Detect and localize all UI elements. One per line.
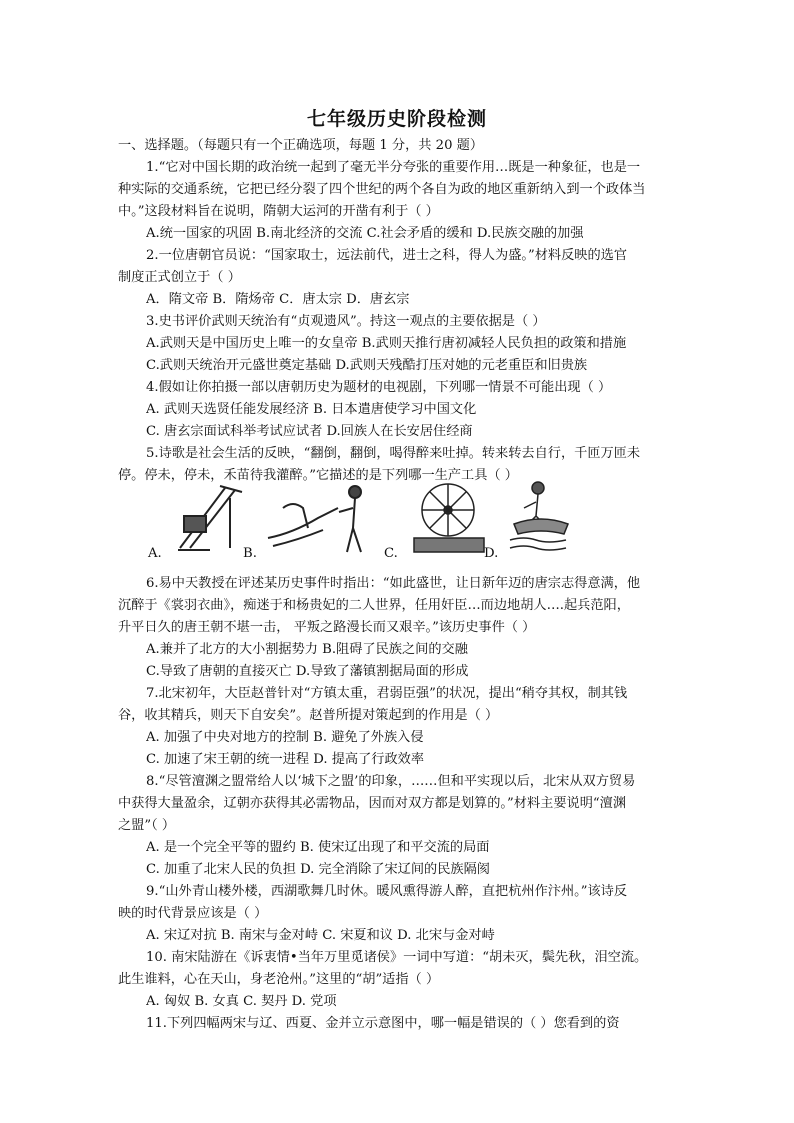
q6-line2: 沉醉于《裳羽衣曲》，痴迷于和杨贵妃的二人世界，任用奸臣…而边地胡人….起兵范阳，	[118, 598, 630, 613]
q10-line1: 10. 南宋陆游在《诉衷情•当年万里觅诸侯》一词中写道：“胡未灭，鬓先秋，泪空流。	[146, 950, 648, 965]
q9-line2: 映的时代背景应该是（ ）	[118, 906, 268, 921]
q5-line1: 5.诗歌是社会生活的反映，“翻倒，翻倒，喝得醉来吐掉。转来转去自行，千匝万匝未	[146, 446, 641, 461]
q4-options-ab: A. 武则天选贤任能发展经济 B. 日本遣唐使学习中国文化	[146, 402, 477, 417]
q1-options: A.统一国家的巩固 B.南北经济的交流 C.社会矛盾的缓和 D.民族交融的加强	[146, 226, 584, 241]
q3-options-cd: C.武则天统治开元盛世奠定基础 D.武则天残酷打压对她的元老重臣和旧贵族	[146, 358, 588, 373]
q9-line1: 9.“山外青山楼外楼，西湖歌舞几时休。暖风熏得游人醉，直把杭州作汴州。”该诗反	[146, 884, 628, 899]
q8-options-cd: C. 加重了北宋人民的负担 D. 完全消除了宋辽间的民族隔阂	[146, 862, 490, 877]
q7-line1: 7.北宋初年，大臣赵普针对“方镇太重，君弱臣强”的状况，提出“稍夺其权，制其钱	[146, 686, 628, 701]
q8-line3: 之盟”（ ）	[118, 818, 176, 833]
plow-frame-illustration	[170, 478, 250, 558]
q1-line3: 中。”这段材料旨在说明，隋朝大运河的开凿有利于（ ）	[118, 204, 439, 219]
water-wheel-illustration	[410, 478, 490, 558]
q10-options: A. 匈奴 B. 女真 C. 契丹 D. 党项	[146, 994, 337, 1009]
q8-line1: 8.“尽管澶渊之盟常给人以‘城下之盟’的印象，……但和平实现以后，北宋从双方贸易	[146, 774, 636, 789]
q7-options-cd: C. 加速了宋王朝的统一进程 D. 提高了行政效率	[146, 752, 425, 767]
q7-options-ab: A. 加强了中央对地方的控制 B. 避免了外族入侵	[146, 730, 424, 745]
q6-options-cd: C.导致了唐朝的直接灭亡 D.导致了藩镇割据局面的形成	[146, 664, 469, 679]
figure-label-a: A.	[148, 546, 162, 561]
q3-line1: 3.史书评价武则天统治有“贞观遗风”。持这一观点的主要依据是（ ）	[146, 314, 546, 329]
q8-line2: 中获得大量盈余，辽朝亦获得其必需物品，因而对双方都是划算的。”材料主要说明“澶渊	[118, 796, 627, 811]
q1-line2: 种实际的交通系统，它把已经分裂了四个世纪的两个各自为政的地区重新纳入到一个政体当	[118, 182, 646, 197]
q10-line2: 此生谁料，心在天山，身老沧州。”这里的“胡”适指（ ）	[118, 972, 440, 987]
plough-with-farmer-illustration	[263, 478, 383, 558]
q11-line1: 11.下列四幅两宋与辽、西夏、金并立示意图中，哪一幅是错误的（ ）您看到的资	[146, 1016, 620, 1031]
treadle-pump-illustration	[506, 478, 576, 558]
q4-line1: 4.假如让你拍摄一部以唐朝历史为题材的电视剧，下列哪一情景不可能出现（ ）	[146, 380, 612, 395]
page-title: 七年级历史阶段检测	[306, 108, 487, 130]
section-heading: 一、选择题。（每题只有一个正确选项，每题 1 分，共 20 题）	[118, 138, 484, 153]
q2-line1: 2.一位唐朝官员说：“国家取士，远法前代，进士之科，得人为盛。”材料反映的选官	[146, 248, 628, 263]
q6-line3: 升平日久的唐王朝不堪一击， 平叛之路漫长而又艰辛。”该历史事件（ ）	[118, 620, 536, 635]
q1-line1: 1.“它对中国长期的政治统一起到了毫无半分夸张的重要作用…既是一种象征，也是一	[146, 160, 641, 175]
figure-label-c: C.	[384, 546, 398, 561]
figure-label-d: D.	[484, 546, 499, 561]
q7-line2: 谷，收其精兵，则天下自安矣”。赵普所提对策起到的作用是（ ）	[118, 708, 499, 723]
q2-line2: 制度正式创立于（ ）	[118, 270, 241, 285]
q6-line1: 6.易中天教授在评述某历史事件时指出：“如此盛世，让日新年迈的唐宗志得意满，他	[146, 576, 641, 591]
q5-line2: 停。停未，停未，禾苗待我灌醉。”它描述的是下列哪一生产工具（ ）	[118, 468, 518, 483]
figure-label-b: B.	[243, 546, 257, 561]
q3-options-ab: A.武则天是中国历史上唯一的女皇帝 B.武则天推行唐初减轻人民负担的政策和措施	[146, 336, 627, 351]
q8-options-ab: A. 是一个完全平等的盟约 B. 使宋辽出现了和平交流的局面	[146, 840, 490, 855]
q2-options: A．隋文帝 B．隋炀帝 C．唐太宗 D．唐玄宗	[146, 292, 410, 307]
q6-options-ab: A.兼并了北方的大小割据势力 B.阻碍了民族之间的交融	[146, 642, 468, 657]
q9-options: A. 宋辽对抗 B. 南宋与金对峙 C. 宋夏和议 D. 北宋与金对峙	[146, 928, 495, 943]
q4-options-cd: C. 唐玄宗面试科举考试应试者 D.回族人在长安居住经商	[146, 424, 473, 439]
q5-figures	[118, 478, 698, 564]
